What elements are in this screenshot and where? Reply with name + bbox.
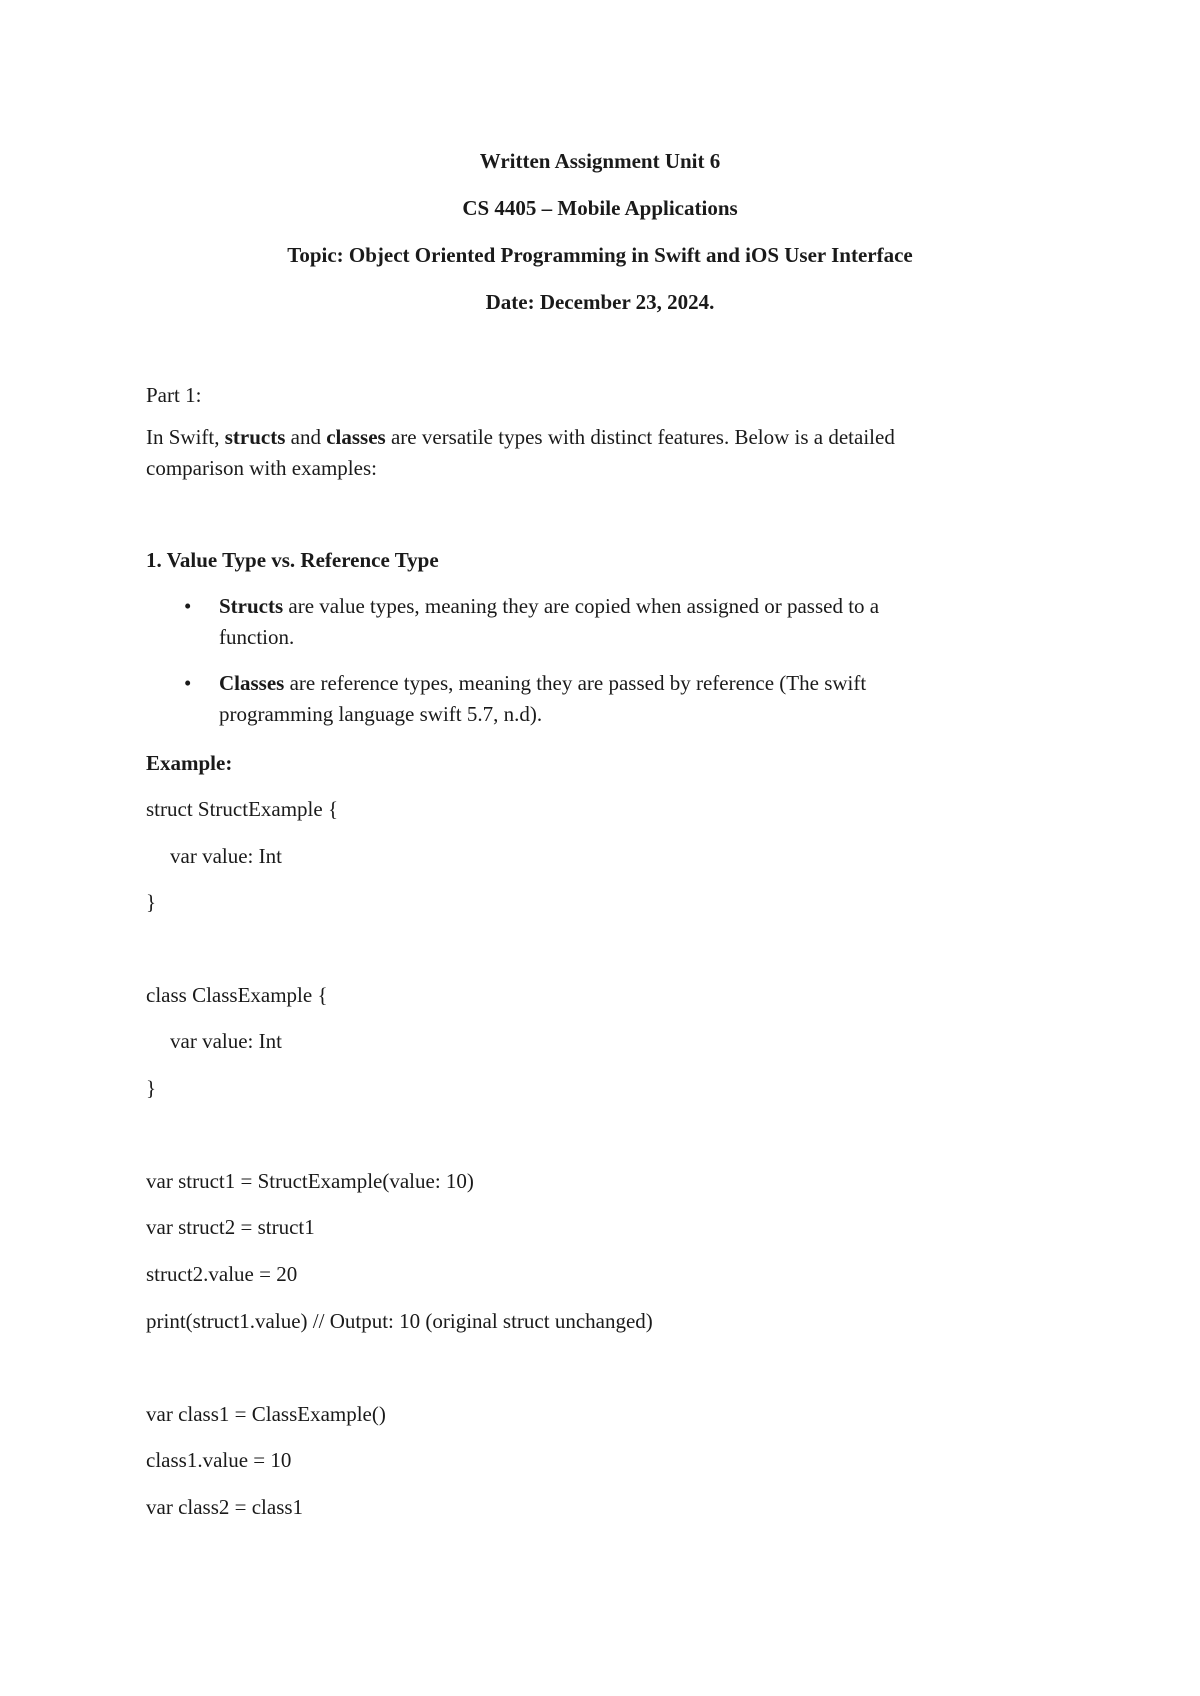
bullet-line1: are value types, meaning they are copied when assigned or passed to a xyxy=(283,594,880,618)
code-line: struct2.value = 20 xyxy=(146,1262,298,1286)
code-line: } xyxy=(146,890,157,914)
intro-paragraph xyxy=(146,422,1026,484)
code-line: var struct2 = struct1 xyxy=(146,1215,315,1239)
course-name: CS 4405 – Mobile Applications xyxy=(462,196,738,220)
bullet-text xyxy=(219,591,1019,653)
example-label: Example: xyxy=(146,751,233,775)
code-line: class ClassExample { xyxy=(146,983,328,1007)
code-line: var struct1 = StructExample(value: 10) xyxy=(146,1169,474,1193)
bullet-icon: • xyxy=(184,594,192,618)
bullet-bold: Classes xyxy=(219,671,285,695)
bullet-bold: Structs xyxy=(219,594,284,618)
code-line: class1.value = 10 xyxy=(146,1448,292,1472)
code-line: var class2 = class1 xyxy=(146,1495,304,1519)
intro-post: are versatile types with distinct features. Below is a detailed xyxy=(385,425,895,449)
bullet-icon: • xyxy=(184,671,192,695)
section-heading: 1. Value Type vs. Reference Type xyxy=(146,548,439,572)
intro-and: and xyxy=(285,425,327,449)
part-label: Part 1: xyxy=(146,383,202,407)
date-line: Date: December 23, 2024. xyxy=(485,290,715,314)
bullet-line2: programming language swift 5.7, n.d). xyxy=(219,702,543,726)
intro-line2: comparison with examples: xyxy=(146,456,377,480)
intro-structs: structs xyxy=(224,425,286,449)
code-line: } xyxy=(146,1076,157,1100)
assignment-title: Written Assignment Unit 6 xyxy=(479,149,721,173)
intro-classes: classes xyxy=(326,425,386,449)
intro-pre: In Swift, xyxy=(146,425,225,449)
code-line: var value: Int xyxy=(170,1029,282,1053)
topic-line: Topic: Object Oriented Programming in Swift and iOS User Interface xyxy=(287,243,913,267)
code-line: var class1 = ClassExample() xyxy=(146,1402,386,1426)
bullet-line2: function. xyxy=(219,625,295,649)
bullet-item xyxy=(146,668,1026,730)
code-line: print(struct1.value) // Output: 10 (original struct unchanged) xyxy=(146,1309,653,1333)
bullet-item xyxy=(146,591,1026,653)
code-line: struct StructExample { xyxy=(146,797,339,821)
bullet-line1: are reference types, meaning they are passed by reference (The swift xyxy=(284,671,867,695)
code-line: var value: Int xyxy=(170,844,282,868)
bullet-text xyxy=(219,668,1019,730)
